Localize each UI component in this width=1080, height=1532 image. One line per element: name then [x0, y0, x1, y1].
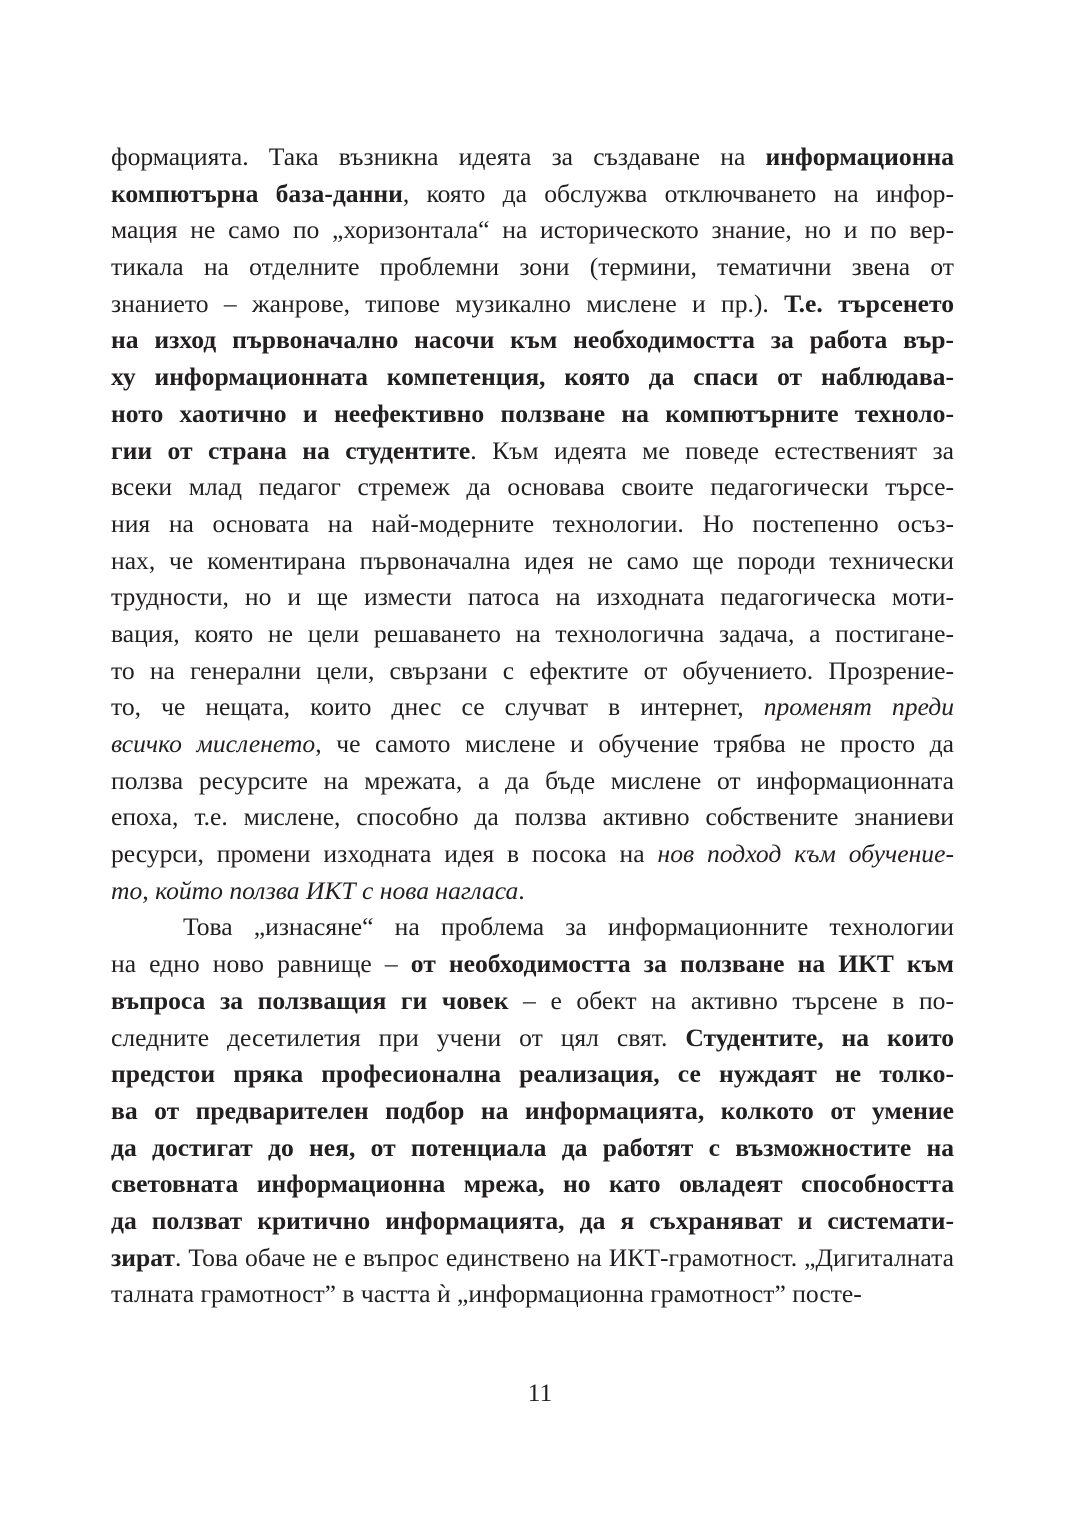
text-line [111, 873, 954, 910]
bold-text: ва от предварителен подбор на информацията, колкото от умение [111, 1095, 954, 1125]
text-line [111, 139, 954, 176]
italic-text: всичко мисленето [111, 729, 316, 758]
bold-text: световната информационна мрежа, но като овладеят способността [111, 1169, 954, 1199]
text-run: ния на основата на най-модерните технологии. Но постепенно осъз- [111, 508, 954, 538]
text-run: трудности, но и ще измести патоса на изходната педагогическа моти- [111, 582, 954, 612]
text-run: ползва ресурсите на мрежата, а да бъде мислене от информационната [111, 765, 954, 795]
bold-text: Студентите, на които [685, 1022, 955, 1052]
text-line [111, 1166, 954, 1203]
text-line [111, 1240, 954, 1277]
text-run: следните десетилетия при учени от цял свят. [111, 1022, 686, 1052]
bold-text: Т.е. търсенето [784, 288, 955, 318]
text-run: . Това обаче не е въпрос единствено на ИКТ-грамотност. „Дигиталната [174, 1242, 954, 1272]
text-run: . Към идеята ме поведе естественият за [470, 435, 954, 465]
text-line [111, 1203, 954, 1240]
text-line [111, 433, 954, 470]
text-line [111, 983, 954, 1020]
text-line [111, 176, 954, 213]
text-line [111, 763, 954, 800]
text-line [111, 1093, 954, 1130]
text-line [111, 286, 954, 323]
text-line [111, 909, 954, 946]
text-line [111, 322, 954, 359]
text-line [111, 1056, 954, 1093]
text-line [111, 1276, 954, 1313]
text-run: , че самото мислене и обучение трябва не просто да [315, 729, 955, 758]
text-line [111, 616, 954, 653]
paragraph [111, 139, 954, 909]
text-run: епоха, т.е. мислене, способно да ползва активно собствените знаниеви [111, 802, 954, 832]
text-run: то на генерални цели, свързани с ефектите от обучението. Прозрение- [111, 655, 954, 685]
bold-text: да ползват критично информацията, да я съхраняват и системати- [111, 1205, 954, 1235]
text-line [111, 946, 954, 983]
bold-text: на изход първоначално насочи към необходимостта за работа вър- [111, 325, 954, 355]
text-run: ресурси, промени изходната идея в посока на [111, 839, 658, 869]
text-run: знанието – жанрове, типове музикално мислене и пр.). [111, 288, 785, 318]
text-line [111, 1020, 954, 1057]
text-line [111, 359, 954, 396]
text-run: – е обект на активно търсене в по- [508, 985, 954, 1015]
text-line [111, 689, 954, 726]
text-line [111, 836, 954, 873]
text-line [111, 469, 954, 506]
page-number: 11 [527, 1378, 553, 1407]
text-line [111, 396, 954, 433]
text-run: нах, че коментирана първоначална идея не само ще породи технически [111, 545, 954, 575]
text-run: всеки млад педагог стремеж да основава своите педагогически търсе- [111, 472, 954, 502]
text-run: мация не само по „хоризонтала“ на историческото знание, но и по вер- [111, 215, 954, 245]
bold-text: гии от страна на студентите [111, 435, 471, 465]
body-text [111, 139, 954, 1313]
italic-text: променят преди [763, 692, 954, 722]
text-line [111, 799, 954, 836]
text-line [111, 1130, 954, 1167]
bold-text: компютърна база-данни [111, 178, 403, 208]
bold-text: въпроса за ползващия ги човек [111, 985, 509, 1015]
text-run: . [518, 875, 525, 905]
text-run: вация, която не цели решаването на технологична задача, а постигане- [111, 618, 954, 648]
text-line [111, 249, 954, 286]
paragraph [111, 909, 954, 1313]
text-run: на едно ново равнище – [111, 949, 411, 979]
bold-text: предстои пряка професионална реализация, се нуждаят не толко- [111, 1059, 954, 1089]
italic-text: нов подход към обучение- [657, 839, 954, 869]
text-line [111, 653, 954, 690]
text-line [111, 506, 954, 543]
text-line [111, 543, 954, 580]
text-line [111, 726, 954, 763]
bold-text: от необходимостта за ползване на ИКТ към [410, 949, 954, 979]
text-line [111, 579, 954, 616]
text-run: тикала на отделните проблемни зони (термини, тематични звена от [111, 252, 954, 282]
text-line [111, 212, 954, 249]
text-run: формацията. Така възникна идеята за създаване на [111, 142, 766, 171]
text-run: Това „изнасяне“ на проблема за информационните технологии [183, 912, 954, 942]
bold-text: да достигат до нея, от потенциала да работят с възможностите на [111, 1132, 954, 1162]
bold-text: ното хаотично и неефективно ползване на компютърните техноло- [111, 398, 954, 428]
bold-text: информационна [765, 142, 954, 171]
text-run: то, че нещата, които днес се случват в интернет, [111, 692, 764, 722]
bold-text: ху информационната компетенция, която да спаси от наблюдава- [111, 362, 954, 392]
text-run: , която да обслужва отключването на инфор- [402, 178, 954, 208]
italic-text: то, който ползва ИКТ с нова нагласа [111, 875, 519, 905]
text-run: талната грамотност” в частта ѝ „информационна грамотност” посте- [111, 1279, 862, 1309]
bold-text: зират [111, 1242, 175, 1272]
